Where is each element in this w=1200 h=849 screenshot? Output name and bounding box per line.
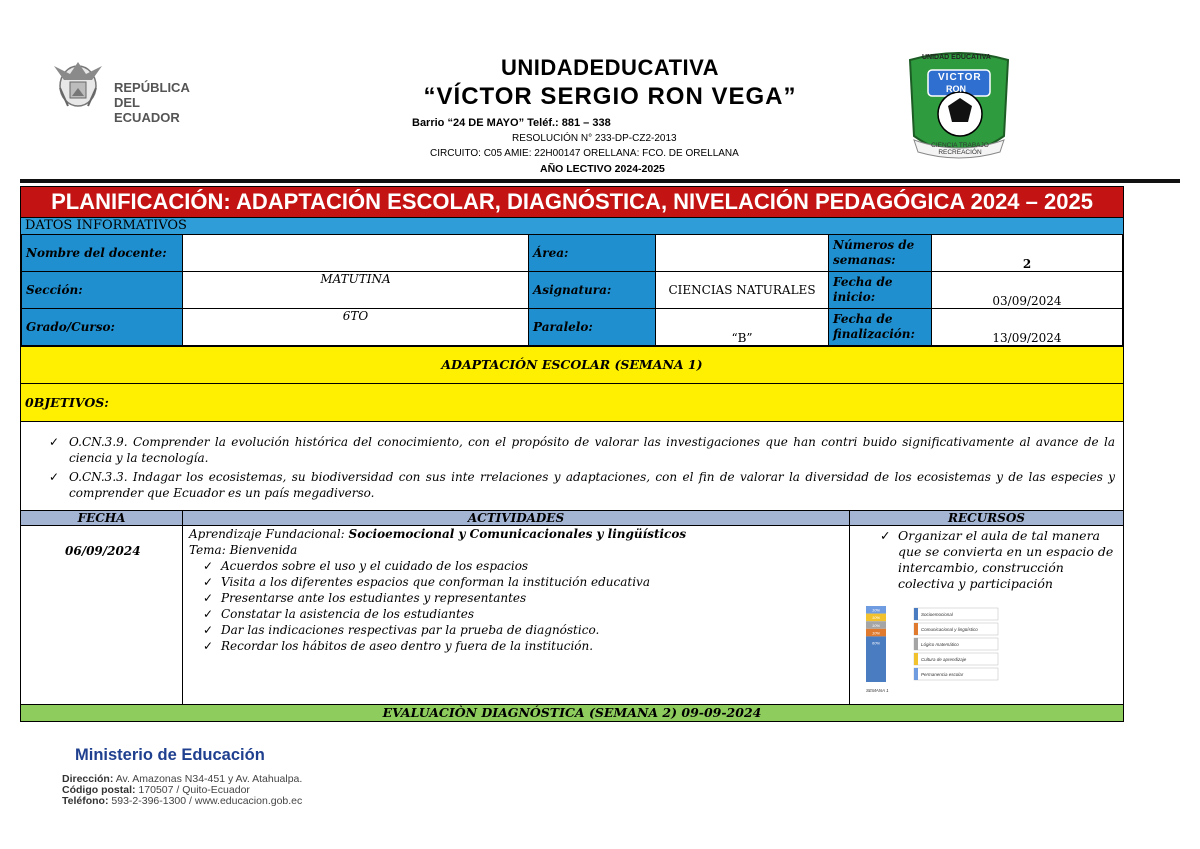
gov-name-line2: DEL ECUADOR	[114, 95, 180, 125]
objective-item	[45, 469, 1115, 501]
objective-item	[45, 434, 1115, 466]
chart-legend-label: Socioemocional	[921, 612, 953, 617]
logo-text-top: UNIDAD EDUCATIVA	[922, 54, 991, 61]
aprendizaje-prefix: Aprendizaje Fundacional:	[189, 527, 345, 541]
school-resolution: RESOLUCIÓN N° 233-DP-CZ2-2013	[512, 133, 677, 144]
objetivos-label: 0BJETIVOS:	[21, 383, 1123, 421]
recursos-cell	[850, 526, 1123, 704]
school-circuit: CIRCUITO: C05 AMIE: 22H00147 ORELLANA: FCO. DE ORELLANA	[430, 148, 739, 159]
activity-item-text: Visita a los diferentes espacios que conforman la institución educativa	[221, 575, 650, 589]
chart-legend-swatch	[914, 638, 918, 650]
checkmark-icon: ✓	[49, 435, 60, 449]
ecuador-coat-of-arms-logo	[48, 52, 208, 125]
adaptacion-heading: ADAPTACIÓN ESCOLAR (SEMANA 1)	[21, 346, 1123, 383]
aprendizaje-line	[189, 526, 843, 542]
logo-text-bottom: CIENCIA TRABAJO RECREACIÓN	[931, 142, 989, 156]
chart-data-label: 10%	[871, 630, 881, 636]
objective-text: O.CN.3.9. Comprender la evolución histórica del conocimiento, con el propósito de valorar las investigaciones que han contri buido significativamente al avance de la ciencia y la tecnología.	[69, 435, 1115, 465]
checkmark-icon: ✓	[880, 528, 891, 543]
aprendizaje-value: Socioemocional y Comunicacionales y lingüísticos	[348, 527, 687, 541]
checkmark-icon: ✓	[203, 623, 214, 637]
logo-text-name2: RON	[946, 84, 966, 94]
header-divider	[20, 179, 1180, 183]
school-address: Barrio “24 DE MAYO” Teléf.: 881 – 338	[412, 117, 611, 129]
direccion-label: Dirección:	[62, 773, 114, 785]
activity-item	[189, 622, 843, 638]
activity-cell	[183, 526, 850, 704]
chart-legend-swatch	[914, 668, 918, 680]
area-value[interactable]	[656, 235, 829, 272]
evaluacion-heading: EVALUACIÒN DIAGNÓSTICA (SEMANA 2) 09-09-2024	[21, 704, 1123, 721]
activity-item-text: Dar las indicaciones respectivas par la prueba de diagnóstico.	[221, 623, 600, 637]
direccion-value: Av. Amazonas N34-451 y Av. Atahualpa.	[115, 773, 303, 785]
school-name-line1: UNIDADEDUCATIVA	[500, 55, 720, 80]
activity-item	[189, 558, 843, 574]
semanas-label: Números de semanas:	[829, 235, 932, 272]
chart-data-label: 60%	[871, 640, 881, 646]
telefono-label: Teléfono:	[62, 795, 109, 807]
checkmark-icon: ✓	[203, 607, 214, 621]
chart-data-label: 10%	[871, 622, 881, 628]
page-title: PLANIFICACIÓN: ADAPTACIÓN ESCOLAR, DIAGNÓSTICA, NIVELACIÓN PEDAGÓGICA 2024 – 2025	[21, 187, 1123, 217]
info-table	[21, 234, 1123, 346]
objective-text: O.CN.3.3. Indagar los ecosistemas, su biodiversidad con sus inte rrelaciones y adaptaciones, con el fin de valorar la diversidad de los ecosistemas y de las especies y comprender que Ecuador es un país megadiverso.	[69, 470, 1115, 500]
recursos-header: RECURSOS	[948, 511, 1025, 525]
info-row	[22, 309, 1123, 346]
tema-line: Tema: Bienvenida	[189, 543, 298, 557]
inicio-value[interactable]: 03/09/2024	[932, 272, 1123, 309]
checkmark-icon: ✓	[203, 559, 214, 573]
activities-header-row	[21, 510, 1123, 525]
footer-telefono	[62, 796, 302, 807]
info-row	[22, 272, 1123, 309]
checkmark-icon: ✓	[203, 575, 214, 589]
codigo-value: 170507 / Quito-Ecuador	[138, 784, 250, 796]
footer-contact	[62, 774, 302, 807]
activity-item	[189, 590, 843, 606]
recurso-item	[850, 526, 1123, 592]
chart-legend-label: Comunicacional y lingüístico	[921, 627, 978, 632]
chart-data-label: 10%	[871, 607, 881, 613]
school-logo	[900, 52, 1018, 162]
activity-item	[189, 574, 843, 590]
school-name-line2: “VÍCTOR SERGIO RON VEGA”	[423, 83, 797, 110]
docente-label: Nombre del docente:	[22, 235, 183, 272]
grado-label: Grado/Curso:	[22, 309, 183, 346]
activity-date-cell	[21, 526, 183, 704]
activity-row	[21, 525, 1123, 704]
chart-legend-label: Cultura de aprendizaje	[921, 657, 967, 662]
fin-value[interactable]: 13/09/2024	[932, 309, 1123, 346]
chart-legend-swatch	[914, 608, 918, 620]
school-year: AÑO LECTIVO 2024-2025	[540, 163, 665, 175]
activity-item	[189, 606, 843, 622]
seccion-value[interactable]: MATUTINA	[183, 272, 529, 309]
activity-item-text: Presentarse ante los estudiantes y representantes	[221, 591, 527, 605]
semanas-value[interactable]: 2	[932, 235, 1123, 272]
chart-legend-swatch	[914, 623, 918, 635]
area-label: Área:	[529, 235, 656, 272]
chart-legend-label: Lógico matemático	[921, 642, 959, 647]
actividades-header: ACTIVIDADES	[183, 511, 850, 525]
info-row	[22, 235, 1123, 272]
logo-text-name1: VICTOR	[938, 72, 982, 83]
planning-table	[20, 186, 1124, 722]
foundational-learning-chart	[862, 602, 1002, 694]
docente-value[interactable]	[183, 235, 529, 272]
fecha-header: FECHA	[21, 511, 183, 525]
inicio-label: Fecha de inicio:	[829, 272, 932, 309]
activity-item-text: Recordar los hábitos de aseo dentro y fuera de la institución.	[221, 639, 594, 653]
objectives-list	[21, 421, 1123, 510]
fin-label: Fecha de finalización:	[829, 309, 932, 346]
checkmark-icon: ✓	[49, 470, 60, 484]
ministerio-title: Ministerio de Educación	[75, 746, 265, 764]
codigo-label: Código postal:	[62, 784, 136, 796]
paralelo-label: Paralelo:	[529, 309, 656, 346]
seccion-label: Sección:	[22, 272, 183, 309]
asignatura-label: Asignatura:	[529, 272, 656, 309]
activity-item-text: Constatar la asistencia de los estudiantes	[221, 607, 475, 621]
datos-informativos-label: DATOS INFORMATIVOS	[21, 217, 1123, 234]
activity-item-text: Acuerdos sobre el uso y el cuidado de los espacios	[221, 559, 529, 573]
activity-date: 06/09/2024	[65, 544, 141, 558]
checkmark-icon: ✓	[203, 639, 214, 653]
school-heading	[300, 55, 920, 111]
chart-x-label: SEMANA 1	[866, 688, 889, 693]
grado-value[interactable]: 6TO	[183, 309, 529, 346]
chart-legend-swatch	[914, 653, 918, 665]
asignatura-value[interactable]: CIENCIAS NATURALES	[656, 272, 829, 309]
paralelo-value[interactable]: “B”	[656, 309, 829, 346]
recurso-text: Organizar el aula de tal manera que se convierta en un espacio de intercambio, construcción colectiva y participación	[898, 528, 1114, 591]
gov-name-line1: REPÚBLICA	[114, 80, 190, 95]
checkmark-icon: ✓	[203, 591, 214, 605]
chart-legend-label: Permanencia escolar	[921, 672, 964, 677]
activity-item	[189, 638, 843, 654]
telefono-value: 593-2-396-1300 / www.educacion.gob.ec	[111, 795, 303, 807]
chart-data-label: 10%	[871, 615, 881, 621]
